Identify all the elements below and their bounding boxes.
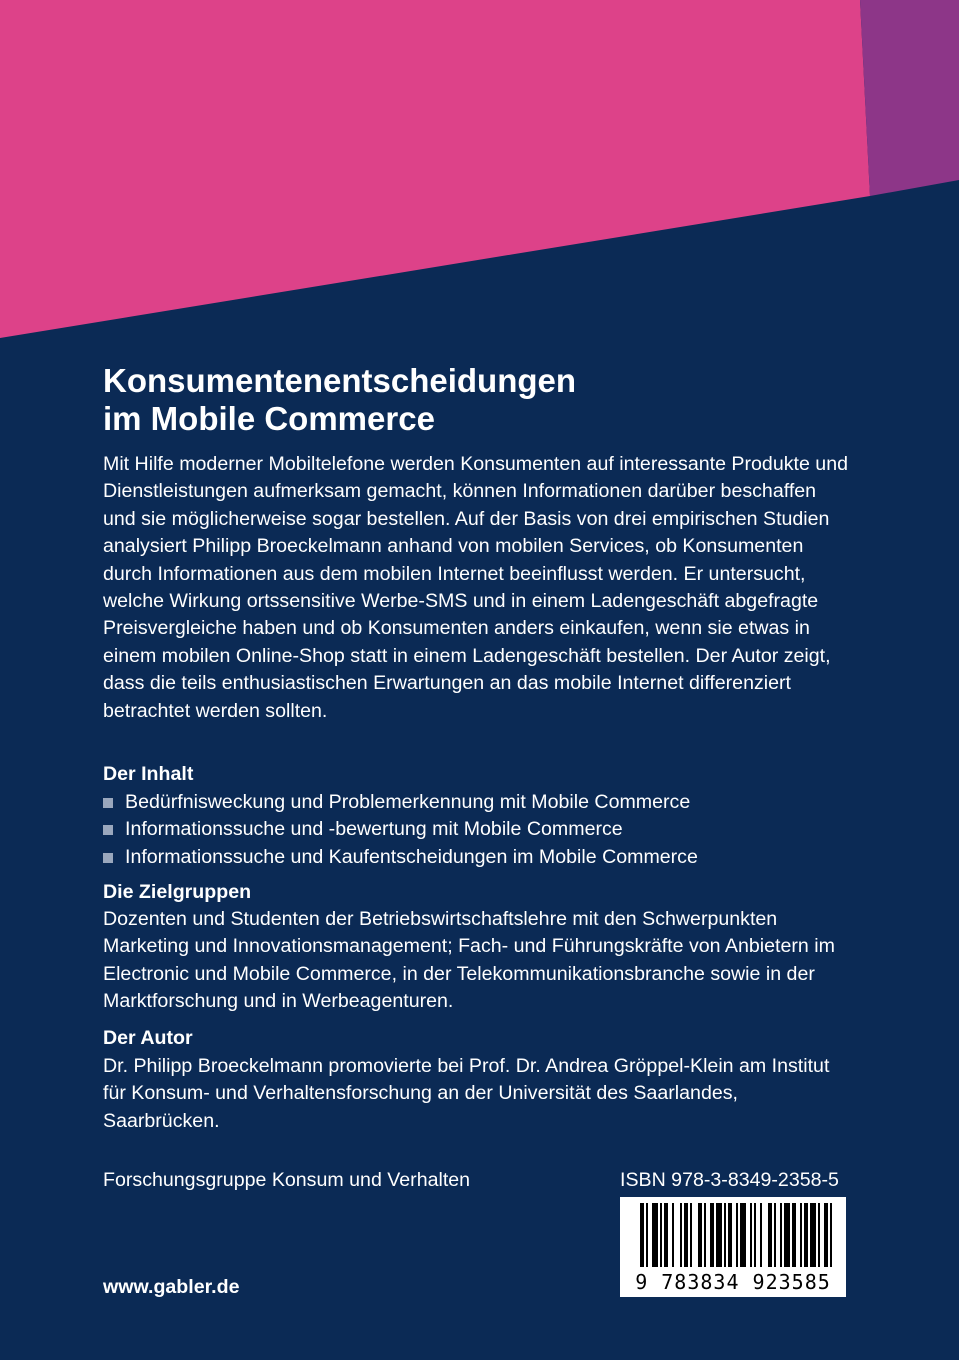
series-name: Forschungsgruppe Konsum und Verhalten xyxy=(103,1169,471,1191)
barcode-bar xyxy=(818,1203,820,1267)
barcode-bar xyxy=(780,1203,782,1267)
barcode-bar xyxy=(660,1203,662,1267)
barcode-bar xyxy=(774,1203,776,1267)
barcode-digits: 9 783834 923585 xyxy=(635,1270,831,1294)
barcode-bar xyxy=(684,1203,688,1267)
barcode-bar xyxy=(810,1203,816,1267)
barcode-bar xyxy=(728,1203,732,1267)
barcode-bar xyxy=(760,1203,762,1267)
barcode-bar xyxy=(768,1203,772,1267)
isbn-number: ISBN 978-3-8349-2358-5 xyxy=(620,1169,839,1191)
purple-band xyxy=(860,0,959,196)
barcode-bar xyxy=(800,1203,802,1267)
author-heading: Der Autor xyxy=(103,1027,193,1049)
barcode-bar xyxy=(680,1203,682,1267)
barcode-bar xyxy=(716,1203,722,1267)
list-item xyxy=(103,844,843,871)
barcode-bar xyxy=(736,1203,738,1267)
barcode-bar xyxy=(784,1203,790,1267)
barcode xyxy=(620,1197,846,1297)
barcode-bar xyxy=(824,1203,828,1267)
barcode-bar xyxy=(740,1203,746,1267)
barcode-bar xyxy=(698,1203,702,1267)
barcode-bar xyxy=(754,1203,756,1267)
barcode-bar xyxy=(640,1203,644,1267)
barcode-bar xyxy=(672,1203,674,1267)
barcode-bar xyxy=(664,1203,668,1267)
barcode-bar xyxy=(792,1203,796,1267)
list-item-text: Bedürfnisweckung und Problemerkennung mit Mobile Commerce xyxy=(125,791,691,813)
book-title-line-2: im Mobile Commerce xyxy=(103,400,435,437)
bullet-square-icon xyxy=(103,825,113,835)
barcode-bar xyxy=(724,1203,726,1267)
bullet-square-icon xyxy=(103,853,113,863)
audience-heading: Die Zielgruppen xyxy=(103,881,252,903)
contents-list xyxy=(103,789,843,871)
barcode-bar xyxy=(704,1203,706,1267)
author-text: Dr. Philipp Broeckelmann promovierte bei Prof. Dr. Andrea Gröppel-Klein am Institut für Konsum- und Verhaltensforschung an der Universität des Saarlandes, Saarbrücken. xyxy=(103,1055,830,1132)
bullet-square-icon xyxy=(103,798,113,808)
barcode-bar xyxy=(750,1203,752,1267)
list-item xyxy=(103,789,843,816)
barcode-bar xyxy=(690,1203,692,1267)
book-title xyxy=(103,362,863,438)
barcode-bar xyxy=(710,1203,714,1267)
list-item-text: Informationssuche und Kaufentscheidungen im Mobile Commerce xyxy=(125,845,698,868)
barcode-bar xyxy=(652,1203,658,1267)
list-item-text: Informationssuche und -bewertung mit Mobile Commerce xyxy=(125,818,623,841)
barcode-bar xyxy=(804,1203,808,1267)
barcode-bar xyxy=(830,1203,832,1267)
book-title-line-1: Konsumentenentscheidungen xyxy=(103,362,577,399)
contents-heading: Der Inhalt xyxy=(103,763,194,785)
intro-text: Mit Hilfe moderner Mobiltelefone werden Konsumenten auf interessante Produkte und Dienstleistungen aufmerksam gemacht, können Informationen darüber beschaffen und sie möglicherweise sogar bestellen. Auf der Basis von drei empirischen Studien analysiert Philipp Broeckelmann anhand von mobilen Services, ob Konsumenten durch Informationen aus dem mobilen Internet beeinflusst werden. Er untersucht, welche Wirkung ortssensitive Werbe-SMS und in einem Ladengeschäft abgefragte Preisvergleiche haben und ob Konsumenten anders einkaufen, wenn sie etwas in einem mobilen Online-Shop statt in einem Ladengeschäft bestellen. Der Autor zeigt, dass die teils enthusiastischen Erwartungen an das mobile Internet differenziert betrachtet werden sollten. xyxy=(103,453,848,722)
list-item xyxy=(103,816,843,843)
publisher-url[interactable]: www.gabler.de xyxy=(103,1276,240,1298)
audience-text: Dozenten und Studenten der Betriebswirtschaftslehre mit den Schwerpunkten Marketing und Innovationsmanagement; Fach- und Führungskräfte von Anbietern im Electronic und Mobile Commerce, in der Telekommunikationsbranche sowie in der Marktforschung und in Werbeagenturen. xyxy=(103,908,835,1013)
barcode-bar xyxy=(646,1203,648,1267)
